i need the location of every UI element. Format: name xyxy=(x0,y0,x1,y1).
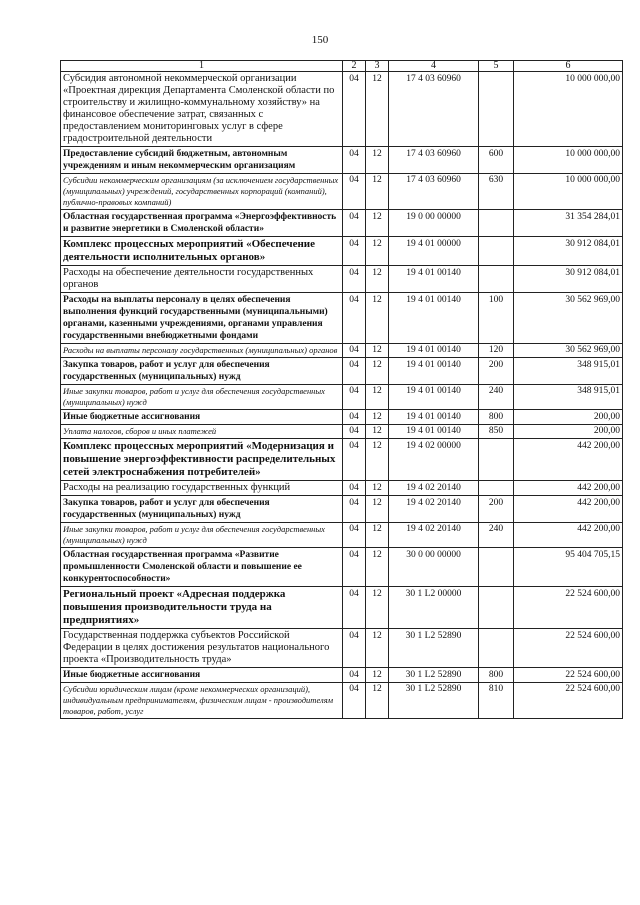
target-article-cell: 19 4 01 00000 xyxy=(389,237,479,266)
target-article-cell: 19 4 01 00140 xyxy=(389,358,479,385)
expense-type-cell xyxy=(479,266,514,293)
target-article-cell: 17 4 03 60960 xyxy=(389,174,479,210)
expense-name-cell: Закупка товаров, работ и услуг для обеспечения государственных (муниципальных) нужд xyxy=(61,496,343,523)
subsection-code-cell: 12 xyxy=(366,210,389,237)
table-row xyxy=(61,293,623,344)
expense-name-cell: Областная государственная программа «Развитие промышленности Смоленской области и повышение ее конкурентоспособности» xyxy=(61,548,343,587)
section-code-cell: 04 xyxy=(343,587,366,629)
target-article-cell: 19 4 01 00140 xyxy=(389,266,479,293)
expense-type-cell: 600 xyxy=(479,147,514,174)
subsection-code-cell: 12 xyxy=(366,237,389,266)
expense-type-cell: 240 xyxy=(479,385,514,410)
column-header-3: 3 xyxy=(366,61,389,72)
section-code-cell: 04 xyxy=(343,481,366,496)
expense-type-cell: 120 xyxy=(479,344,514,358)
section-code-cell: 04 xyxy=(343,668,366,683)
subsection-code-cell: 12 xyxy=(366,147,389,174)
section-code-cell: 04 xyxy=(343,385,366,410)
expense-name-cell: Субсидия автономной некоммерческой организации «Проектная дирекция Департамента Смоленской области по строительству и жилищно-коммунальному хозяйству» на финансовое обеспечение затрат, связанных с предоставлением мониторинговых услуг в сфере градостроительной деятельности xyxy=(61,72,343,147)
subsection-code-cell: 12 xyxy=(366,266,389,293)
subsection-code-cell: 12 xyxy=(366,344,389,358)
expense-name-cell: Иные закупки товаров, работ и услуг для обеспечения государственных (муниципальных) нужд xyxy=(61,523,343,548)
amount-cell: 31 354 284,01 xyxy=(514,210,623,237)
table-row xyxy=(61,358,623,385)
subsection-code-cell: 12 xyxy=(366,425,389,439)
budget-table xyxy=(60,60,623,719)
table-row xyxy=(61,481,623,496)
section-code-cell: 04 xyxy=(343,683,366,719)
expense-type-cell xyxy=(479,237,514,266)
column-header-4: 4 xyxy=(389,61,479,72)
expense-name-cell: Комплекс процессных мероприятий «Обеспечение деятельности исполнительных органов» xyxy=(61,237,343,266)
expense-type-cell: 240 xyxy=(479,523,514,548)
section-code-cell: 04 xyxy=(343,425,366,439)
expense-name-cell: Уплата налогов, сборов и иных платежей xyxy=(61,425,343,439)
table-row xyxy=(61,210,623,237)
section-code-cell: 04 xyxy=(343,174,366,210)
table-row xyxy=(61,668,623,683)
amount-cell: 442 200,00 xyxy=(514,481,623,496)
subsection-code-cell: 12 xyxy=(366,548,389,587)
expense-type-cell: 810 xyxy=(479,683,514,719)
section-code-cell: 04 xyxy=(343,293,366,344)
target-article-cell: 30 1 L2 52890 xyxy=(389,629,479,668)
subsection-code-cell: 12 xyxy=(366,481,389,496)
target-article-cell: 19 4 02 00000 xyxy=(389,439,479,481)
expense-type-cell xyxy=(479,72,514,147)
amount-cell: 10 000 000,00 xyxy=(514,147,623,174)
table-row xyxy=(61,237,623,266)
amount-cell: 22 524 600,00 xyxy=(514,683,623,719)
table-row xyxy=(61,548,623,587)
amount-cell: 442 200,00 xyxy=(514,439,623,481)
page-number: 150 xyxy=(311,34,329,46)
subsection-code-cell: 12 xyxy=(366,496,389,523)
table-row xyxy=(61,385,623,410)
table-row xyxy=(61,147,623,174)
expense-type-cell xyxy=(479,548,514,587)
expense-type-cell: 800 xyxy=(479,410,514,425)
expense-type-cell xyxy=(479,210,514,237)
expense-name-cell: Расходы на реализацию государственных функций xyxy=(61,481,343,496)
column-header-1: 1 xyxy=(61,61,343,72)
subsection-code-cell: 12 xyxy=(366,439,389,481)
table-row xyxy=(61,425,623,439)
table-body xyxy=(61,72,623,719)
subsection-code-cell: 12 xyxy=(366,668,389,683)
expense-type-cell xyxy=(479,439,514,481)
target-article-cell: 19 4 01 00140 xyxy=(389,410,479,425)
table-row xyxy=(61,72,623,147)
amount-cell: 30 562 969,00 xyxy=(514,293,623,344)
target-article-cell: 19 4 01 00140 xyxy=(389,425,479,439)
target-article-cell: 30 1 L2 52890 xyxy=(389,668,479,683)
expense-type-cell: 200 xyxy=(479,496,514,523)
target-article-cell: 30 1 L2 00000 xyxy=(389,587,479,629)
subsection-code-cell: 12 xyxy=(366,293,389,344)
table-row xyxy=(61,266,623,293)
subsection-code-cell: 12 xyxy=(366,523,389,548)
target-article-cell: 30 0 00 00000 xyxy=(389,548,479,587)
expense-type-cell: 850 xyxy=(479,425,514,439)
amount-cell: 200,00 xyxy=(514,410,623,425)
target-article-cell: 19 4 01 00140 xyxy=(389,293,479,344)
table-row xyxy=(61,496,623,523)
section-code-cell: 04 xyxy=(343,496,366,523)
section-code-cell: 04 xyxy=(343,266,366,293)
expense-name-cell: Закупка товаров, работ и услуг для обеспечения государственных (муниципальных) нужд xyxy=(61,358,343,385)
section-code-cell: 04 xyxy=(343,210,366,237)
expense-name-cell: Иные бюджетные ассигнования xyxy=(61,668,343,683)
column-header-5: 5 xyxy=(479,61,514,72)
target-article-cell: 17 4 03 60960 xyxy=(389,147,479,174)
subsection-code-cell: 12 xyxy=(366,587,389,629)
target-article-cell: 19 4 02 20140 xyxy=(389,523,479,548)
amount-cell: 442 200,00 xyxy=(514,523,623,548)
amount-cell: 348 915,01 xyxy=(514,385,623,410)
expense-type-cell xyxy=(479,481,514,496)
expense-name-cell: Областная государственная программа «Энергоэффективность и развитие энергетики в Смоленской области» xyxy=(61,210,343,237)
expense-name-cell: Иные закупки товаров, работ и услуг для обеспечения государственных (муниципальных) нужд xyxy=(61,385,343,410)
section-code-cell: 04 xyxy=(343,548,366,587)
expense-type-cell: 200 xyxy=(479,358,514,385)
subsection-code-cell: 12 xyxy=(366,410,389,425)
expense-type-cell: 630 xyxy=(479,174,514,210)
subsection-code-cell: 12 xyxy=(366,629,389,668)
expense-name-cell: Субсидии некоммерческим организациям (за исключением государственных (муниципальных) учреждений, государственных корпораций (компаний), публично-правовых компаний) xyxy=(61,174,343,210)
amount-cell: 442 200,00 xyxy=(514,496,623,523)
expense-name-cell: Субсидии юридическим лицам (кроме некоммерческих организаций), индивидуальным предпринимателям, физическим лицам - производителям товаров, работ, услуг xyxy=(61,683,343,719)
expense-name-cell: Расходы на выплаты персоналу в целях обеспечения выполнения функций государственными (муниципальными) органами, казенными учреждениями, органами управления государственными внебюджетными фондами xyxy=(61,293,343,344)
amount-cell: 22 524 600,00 xyxy=(514,668,623,683)
target-article-cell: 19 4 01 00140 xyxy=(389,344,479,358)
section-code-cell: 04 xyxy=(343,629,366,668)
table-row xyxy=(61,410,623,425)
table-row xyxy=(61,629,623,668)
expense-name-cell: Предоставление субсидий бюджетным, автономным учреждениям и иным некоммерческим организациям xyxy=(61,147,343,174)
section-code-cell: 04 xyxy=(343,72,366,147)
expense-name-cell: Комплекс процессных мероприятий «Модернизация и повышение энергоэффективности распределительных сетей электроснабжения потребителей» xyxy=(61,439,343,481)
amount-cell: 200,00 xyxy=(514,425,623,439)
target-article-cell: 17 4 03 60960 xyxy=(389,72,479,147)
subsection-code-cell: 12 xyxy=(366,174,389,210)
subsection-code-cell: 12 xyxy=(366,72,389,147)
subsection-code-cell: 12 xyxy=(366,683,389,719)
subsection-code-cell: 12 xyxy=(366,358,389,385)
amount-cell: 22 524 600,00 xyxy=(514,629,623,668)
table-row xyxy=(61,683,623,719)
amount-cell: 30 562 969,00 xyxy=(514,344,623,358)
section-code-cell: 04 xyxy=(343,410,366,425)
expense-name-cell: Расходы на обеспечение деятельности государственных органов xyxy=(61,266,343,293)
table-row xyxy=(61,439,623,481)
section-code-cell: 04 xyxy=(343,439,366,481)
column-header-2: 2 xyxy=(343,61,366,72)
table-row xyxy=(61,523,623,548)
section-code-cell: 04 xyxy=(343,344,366,358)
section-code-cell: 04 xyxy=(343,523,366,548)
target-article-cell: 30 1 L2 52890 xyxy=(389,683,479,719)
expense-name-cell: Расходы на выплаты персоналу государственных (муниципальных) органов xyxy=(61,344,343,358)
section-code-cell: 04 xyxy=(343,237,366,266)
expense-type-cell: 100 xyxy=(479,293,514,344)
expense-type-cell xyxy=(479,587,514,629)
target-article-cell: 19 0 00 00000 xyxy=(389,210,479,237)
amount-cell: 30 912 084,01 xyxy=(514,237,623,266)
table-row xyxy=(61,587,623,629)
column-header-6: 6 xyxy=(514,61,623,72)
section-code-cell: 04 xyxy=(343,358,366,385)
expense-type-cell xyxy=(479,629,514,668)
amount-cell: 10 000 000,00 xyxy=(514,174,623,210)
amount-cell: 10 000 000,00 xyxy=(514,72,623,147)
target-article-cell: 19 4 02 20140 xyxy=(389,481,479,496)
amount-cell: 95 404 705,15 xyxy=(514,548,623,587)
expense-name-cell: Региональный проект «Адресная поддержка повышения производительности труда на предприятиях» xyxy=(61,587,343,629)
section-code-cell: 04 xyxy=(343,147,366,174)
table-row xyxy=(61,174,623,210)
amount-cell: 22 524 600,00 xyxy=(514,587,623,629)
expense-type-cell: 800 xyxy=(479,668,514,683)
subsection-code-cell: 12 xyxy=(366,385,389,410)
table-row xyxy=(61,344,623,358)
target-article-cell: 19 4 01 00140 xyxy=(389,385,479,410)
expense-name-cell: Иные бюджетные ассигнования xyxy=(61,410,343,425)
table-header-row xyxy=(61,61,623,72)
target-article-cell: 19 4 02 20140 xyxy=(389,496,479,523)
amount-cell: 348 915,01 xyxy=(514,358,623,385)
amount-cell: 30 912 084,01 xyxy=(514,266,623,293)
expense-name-cell: Государственная поддержка субъектов Российской Федерации в целях достижения результатов национального проекта «Производительность труда» xyxy=(61,629,343,668)
